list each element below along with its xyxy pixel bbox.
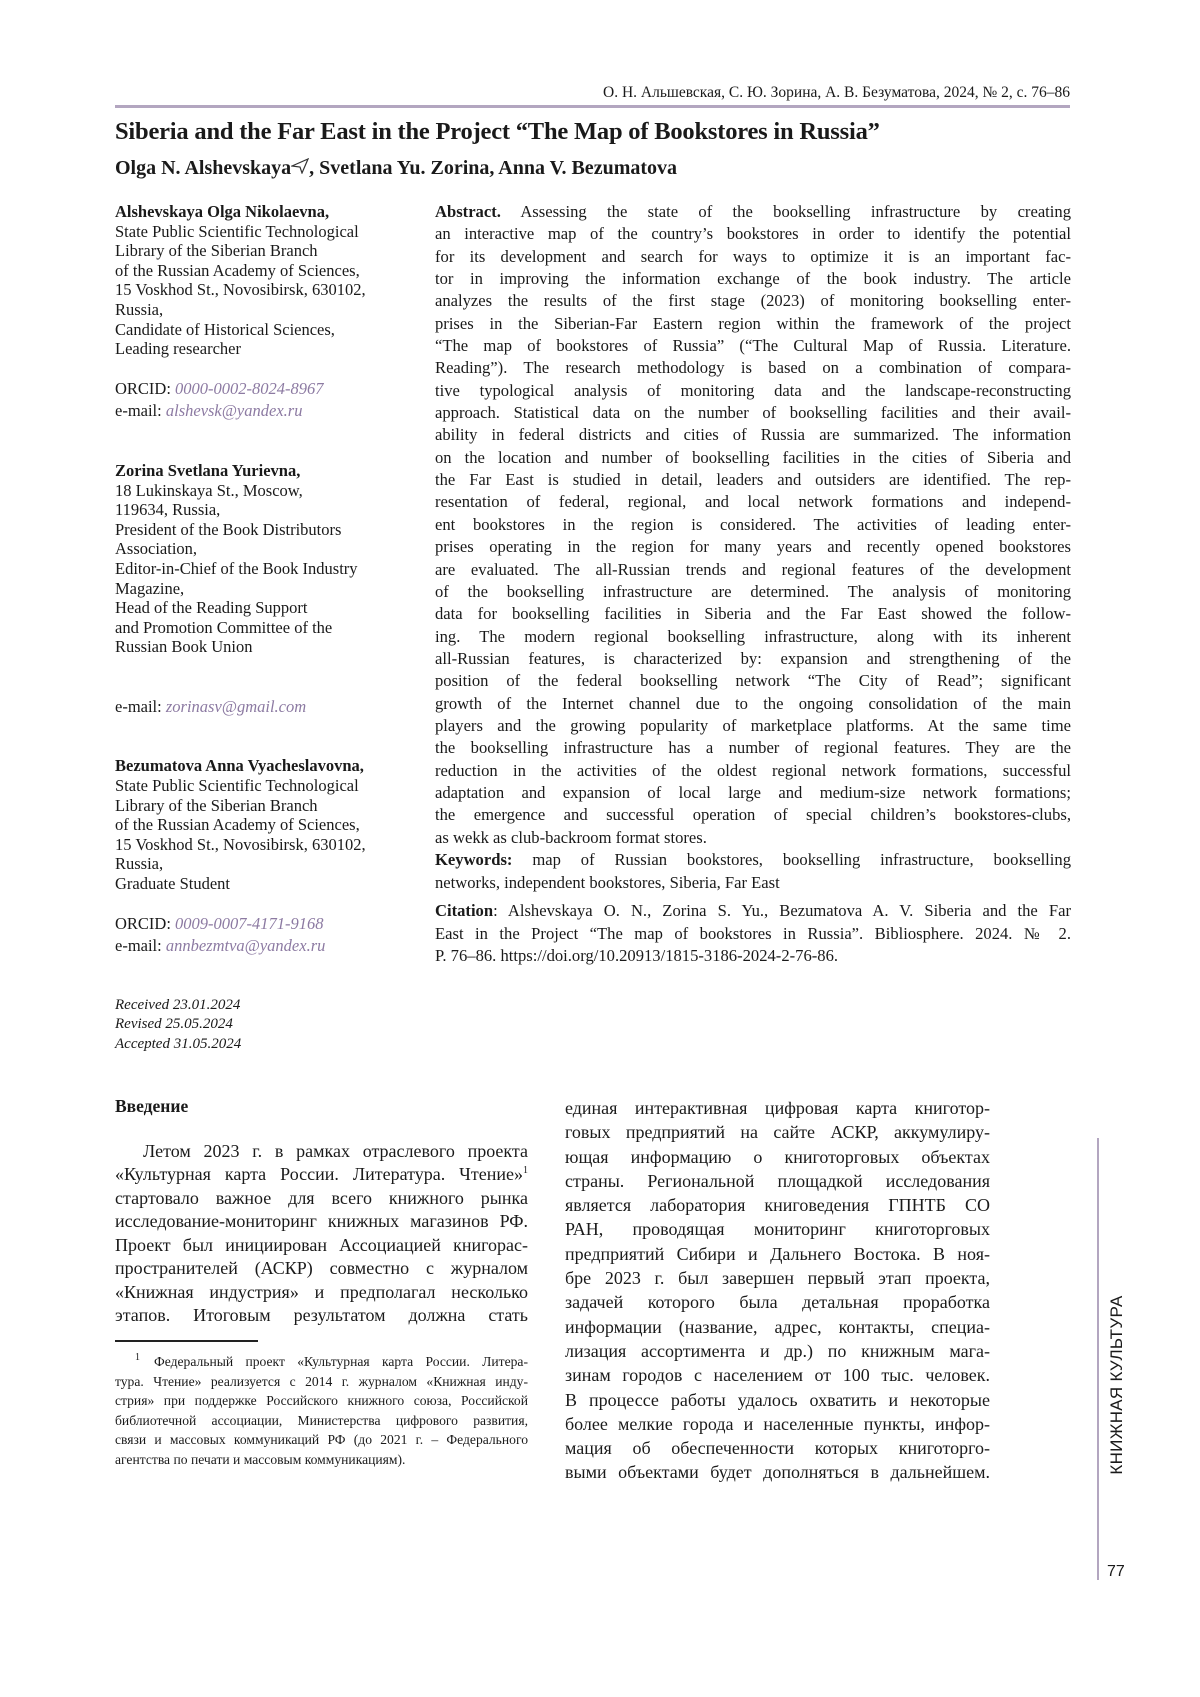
abstract-line (435, 290, 1071, 312)
citation-label: Citation (435, 901, 494, 920)
abstract-text: data for bookselling facilities in Siberia and the Far East showed the follow- (435, 604, 1071, 624)
body-text: этапов. Итоговым результатом должна стать (115, 1305, 528, 1326)
spacer (115, 736, 415, 756)
footnote-line (115, 1411, 528, 1431)
abstract-line (435, 380, 1071, 402)
authors-rest: , Svetlana Yu. Zorina, Anna V. Bezumatova (309, 157, 678, 179)
body-line (115, 1187, 528, 1210)
footnote-rule (115, 1340, 258, 1342)
body-line (565, 1315, 990, 1339)
body-line (115, 1281, 528, 1304)
body-line (565, 1193, 990, 1217)
body-text: пространителей (АСКР) совместно с журналом (115, 1258, 528, 1279)
body-line (565, 1339, 990, 1363)
abstract-text: ability in federal districts and cities of Russia are summarized. The information (435, 425, 1071, 445)
abstract-text: growth of the Internet channel due to the ongoing consolidation of the main (435, 693, 1071, 713)
spacer (115, 716, 415, 736)
abstract-text: resentation of federal, regional, and local network formations and independ- (435, 492, 1071, 512)
footnote-text: библиотечной ассоциации, Министерства цифрового развития, (115, 1412, 528, 1428)
abstract-line (435, 223, 1071, 245)
body-line (565, 1290, 990, 1314)
email-row (115, 697, 415, 717)
abstract-line (435, 827, 1071, 849)
abstract-text: prises operating in the region for many years and recently opened bookstores (435, 537, 1071, 557)
abstract-text: are evaluated. The all-Russian trends and regional features of the development (435, 559, 1071, 579)
keywords-label: Keywords: (435, 850, 513, 869)
affiliation-line: and Promotion Committee of the (115, 617, 333, 637)
body-line (115, 1234, 528, 1257)
email-label: e-mail: (115, 936, 166, 956)
body-text: бре 2023 г. был завершен первый этап проекта, (565, 1268, 990, 1289)
abstract-text: Assessing the state of the bookselling infrastructure by creating (500, 202, 1071, 221)
abstract-line (435, 603, 1071, 625)
body-text: мация об обеспеченности которых книготорго- (565, 1438, 990, 1459)
citation-text: P. 76–86. https://doi.org/10.20913/1815-3186-2024-2-76-86. (435, 946, 839, 965)
affiliation-line: Leading researcher (115, 339, 241, 359)
orcid-label: ORCID: (115, 378, 176, 398)
abstract-line (435, 536, 1071, 558)
affiliation-line: Russia, (115, 854, 164, 874)
body-line (565, 1388, 990, 1412)
body-text: выми объектами будет дополняться в дальнейшем. (565, 1462, 990, 1483)
abstract-line (435, 670, 1071, 692)
abstract-line (435, 782, 1071, 804)
intro-left-column (115, 1140, 528, 1328)
abstract-line (435, 626, 1071, 648)
body-line (115, 1304, 528, 1327)
abstract-text: tive typological analysis of monitoring data and the landscape-reconstructing (435, 380, 1071, 400)
author-1: Olga N. Alshevskaya (115, 157, 292, 179)
abstract-label: Abstract. (435, 202, 501, 221)
abstract-line (435, 402, 1071, 424)
abstract-text: prises in the Siberian-Far Eastern region within the framework of the project (435, 313, 1071, 333)
orcid-link[interactable]: 0009-0007-4171-9168 (175, 913, 324, 933)
abstract-line (435, 559, 1071, 581)
orcid-label: ORCID: (115, 913, 176, 933)
body-text: информации (название, адрес, контакты, специа- (565, 1316, 990, 1337)
affiliation-line: 15 Voskhod St., Novosibirsk, 630102, (115, 280, 366, 300)
spacer (115, 441, 415, 461)
abstract-text: Reading”). The research methodology is based on a combination of compara- (435, 358, 1071, 378)
abstract-line (435, 737, 1071, 759)
body-text: говых предприятий на сайте АСКР, аккумулиру- (565, 1122, 990, 1143)
abstract-text: players and the growing popularity of marketplace platforms. At the same time (435, 715, 1071, 735)
affiliation-line: 119634, Russia, (115, 500, 221, 520)
body-line (115, 1163, 528, 1186)
body-text: лизация ассортимента и др.) по книжным мага- (565, 1340, 990, 1361)
abstract-text: position of the federal bookselling network “The City of Read”; significant (435, 671, 1071, 691)
footnote-line (115, 1352, 528, 1372)
abstract-line (435, 693, 1071, 715)
author-name: Zorina Svetlana Yurievna, (115, 460, 301, 480)
body-line (565, 1436, 990, 1460)
date-line: Accepted 31.05.2024 (115, 1036, 242, 1052)
spacer (115, 956, 415, 976)
body-text: более мелкие города и населенные пункты, инфор- (565, 1413, 990, 1434)
body-text: единая интерактивная цифровая карта книготор- (565, 1098, 990, 1118)
abstract-text: all-Russian features, is characterized by: expansion and strengthening of the (435, 648, 1071, 668)
spacer (115, 894, 415, 914)
body-text: зинам городов с населением от 100 тыс. человек. (565, 1365, 990, 1386)
abstract-line (435, 581, 1071, 603)
abstract-text: the bookselling infrastructure has a number of regional features. They are the (435, 738, 1071, 758)
affiliation-line: Editor-in-Chief of the Book Industry (115, 558, 358, 578)
orcid-row (115, 914, 415, 934)
date-line: Revised 25.05.2024 (115, 1016, 233, 1033)
footnote-text: агентства по печати и массовым коммуникациям). (115, 1451, 406, 1467)
affiliation-line: State Public Scientific Technological (115, 221, 359, 241)
abstract-line (435, 648, 1071, 670)
page-number: 77 (1107, 1563, 1125, 1580)
affiliation-line: Magazine, (115, 578, 185, 598)
abstract-text: “The map of bookstores of Russia” (“The Cultural Map of Russia. Literature. (435, 336, 1071, 356)
header-rule (115, 105, 1070, 108)
body-line (565, 1096, 990, 1120)
abstract-text: the Far East is studied in detail, leaders and outsiders are identified. The rep- (435, 470, 1071, 490)
citation-line (435, 923, 1071, 946)
citation-text: East in the Project “The map of bookstores in Russia”. Bibliosphere. 2024. № 2. (435, 923, 1071, 943)
affiliation-line: President of the Book Distributors (115, 519, 342, 539)
footnote-line (115, 1391, 528, 1411)
affiliation-line: Head of the Reading Support (115, 598, 308, 618)
affiliation-line: of the Russian Academy of Sciences, (115, 260, 360, 280)
body-line (565, 1169, 990, 1193)
email-row (115, 401, 415, 421)
abstract-text: analyzes the results of the first stage (2023) of monitoring bookselling enter- (435, 291, 1071, 311)
abstract-text: reduction in the activities of the oldest regional network formations, successful (435, 760, 1071, 780)
abstract-text: ing. The modern regional bookselling infrastructure, along with its inherent (435, 626, 1071, 646)
affiliation-line: Russian Book Union (115, 637, 253, 657)
body-text: страны. Региональной площадкой исследования (565, 1170, 990, 1191)
body-text: Летом 2023 г. в рамках отраслевого проекта (143, 1141, 528, 1161)
body-text: Проект был инициирован Ассоциацией книгорас- (115, 1234, 528, 1255)
body-text: РАН, проводящая мониторинг книготорговых (565, 1219, 990, 1240)
keywords-text: map of Russian bookstores, bookselling infrastructure, bookselling (512, 850, 1071, 869)
abstract-line (435, 804, 1071, 826)
affiliation-line: State Public Scientific Technological (115, 776, 359, 796)
footnote-text: связи и массовых коммуникаций РФ (до 2021 г. – Федерального (115, 1432, 528, 1448)
abstract-text: of the bookselling infrastructure are determined. The analysis of monitoring (435, 581, 1071, 601)
author-list (115, 157, 677, 180)
affiliation-line: Candidate of Historical Sciences, (115, 319, 335, 339)
abstract-line (435, 268, 1071, 290)
citation (435, 900, 1071, 968)
abstract-text: tor in improving the information exchange of the book industry. The article (435, 269, 1071, 289)
body-line (565, 1145, 990, 1169)
abstract-text: adaptation and expansion of local large and medium-size network formations; (435, 782, 1071, 802)
email-link[interactable]: alshevsk@yandex.ru (165, 401, 303, 421)
body-text: «Книжная индустрия» и предполагал несколько (115, 1281, 528, 1302)
affiliation-line: Russia, (115, 299, 164, 319)
footnote (115, 1352, 528, 1470)
email-label: e-mail: (115, 696, 166, 716)
body-line (565, 1266, 990, 1290)
body-line (565, 1460, 990, 1484)
keywords (435, 849, 1071, 894)
body-line (565, 1217, 990, 1241)
citation-text: : Alshevskaya O. N., Zorina S. Yu., Bezumatova A. V. Siberia and the Far (493, 901, 1071, 920)
email-label: e-mail: (115, 401, 166, 421)
keywords-line (435, 849, 1071, 872)
body-text: стартовало важное для всего книжного рынка (115, 1187, 528, 1208)
author-name: Bezumatova Anna Vyacheslavovna, (115, 756, 364, 776)
body-line (565, 1363, 990, 1387)
affiliation-line: Association, (115, 539, 198, 559)
email-link[interactable]: annbezmtva@yandex.ru (165, 936, 326, 956)
footnote-text: стрия» при поддержке Российского книжного союза, Российской (115, 1393, 528, 1409)
abstract-text: an interactive map of the country’s bookstores in order to identify the potential (435, 224, 1071, 244)
section-heading: Введение (115, 1096, 189, 1116)
orcid-link[interactable]: 0000-0002-8024-8967 (175, 378, 324, 398)
abstract-line (435, 357, 1071, 379)
body-text: является лаборатория книговедения ГПНТБ СО (565, 1195, 990, 1216)
body-text: предприятий Сибири и Дальнего Востока. В ноя- (565, 1243, 990, 1264)
abstract-text: on the location and number of bookselling facilities in the cities of Siberia and (435, 447, 1071, 467)
footnote-line (115, 1372, 528, 1392)
abstract-text: as wekk as club-backroom format stores. (435, 827, 707, 847)
author-info-column (115, 202, 415, 1055)
body-text: «Культурная карта России. Литература. Чтение» (115, 1164, 523, 1185)
abstract-line (435, 246, 1071, 268)
date-line: Received 23.01.2024 (115, 996, 241, 1013)
intro-right-column (565, 1096, 990, 1485)
spacer (115, 677, 415, 697)
footnote-text: тура. Чтение» реализуется с 2014 г. журналом «Книжная инду- (115, 1373, 528, 1389)
email-row (115, 936, 415, 956)
footnote-line (115, 1430, 528, 1450)
abstract-line (435, 424, 1071, 446)
abstract-line (435, 760, 1071, 782)
abstract-line (435, 447, 1071, 469)
orcid-row (115, 379, 415, 399)
body-line (565, 1120, 990, 1144)
abstract-line (435, 313, 1071, 335)
abstract-line (435, 491, 1071, 513)
footnote-text: Федеральный проект «Культурная карта России. Литера- (154, 1354, 528, 1369)
spacer (115, 359, 415, 379)
send-icon[interactable] (291, 158, 309, 174)
running-head: О. Н. Альшевская, С. Ю. Зорина, А. В. Безуматова, 2024, № 2, с. 76–86 (603, 84, 1070, 101)
abstract-text: ent bookstores in the region is considered. The activities of leading enter- (435, 514, 1071, 534)
affiliation-line: Library of the Siberian Branch (115, 241, 318, 261)
body-line (115, 1140, 528, 1163)
abstract-text: approach. Statistical data on the number of bookselling facilities and their avail- (435, 403, 1071, 423)
citation-line (435, 900, 1071, 923)
email-link[interactable]: zorinasv@gmail.com (165, 696, 307, 716)
citation-line (435, 945, 1071, 968)
side-rule (1097, 1138, 1099, 1580)
footnote-ref[interactable]: 1 (523, 1165, 528, 1177)
abstract-text: for its development and search for ways to optimize it is an important fac- (435, 246, 1071, 266)
body-line (565, 1412, 990, 1436)
body-line (565, 1242, 990, 1266)
affiliation-line: 15 Voskhod St., Novosibirsk, 630102, (115, 834, 366, 854)
abstract-line (435, 469, 1071, 491)
abstract-line (435, 201, 1071, 223)
body-text: В процессе работы удалось охватить и некоторые (565, 1389, 990, 1410)
article-title: Siberia and the Far East in the Project “The Map of Bookstores in Russia” (115, 118, 880, 145)
body-text: ющая информацию о книготорговых объектах (565, 1146, 990, 1167)
abstract-line (435, 715, 1071, 737)
affiliation-line: of the Russian Academy of Sciences, (115, 815, 360, 835)
body-text: исследование-мониторинг книжных магазинов РФ. (115, 1211, 528, 1232)
abstract-line (435, 514, 1071, 536)
affiliation-line: Graduate Student (115, 874, 231, 894)
keywords-line (435, 872, 1071, 895)
body-text: задачей которого была детальная проработка (565, 1292, 990, 1313)
body-line (115, 1210, 528, 1233)
abstract-text: the emergence and successful operation of special children’s bookstores-clubs, (435, 805, 1071, 825)
affiliation-line: 18 Lukinskaya St., Moscow, (115, 480, 303, 500)
footnote-line (115, 1450, 528, 1470)
spacer (115, 976, 415, 996)
spacer (115, 421, 415, 441)
abstract-line (435, 335, 1071, 357)
affiliation-line: Library of the Siberian Branch (115, 795, 318, 815)
section-label: КНИЖНАЯ КУЛЬТУРА (1107, 1295, 1126, 1475)
body-line (115, 1257, 528, 1280)
author-name: Alshevskaya Olga Nikolaevna, (115, 202, 330, 221)
keywords-text: networks, independent bookstores, Siberia, Far East (435, 872, 780, 892)
spacer (115, 657, 415, 677)
abstract (435, 201, 1071, 849)
footnote-number: 1 (135, 1352, 140, 1364)
